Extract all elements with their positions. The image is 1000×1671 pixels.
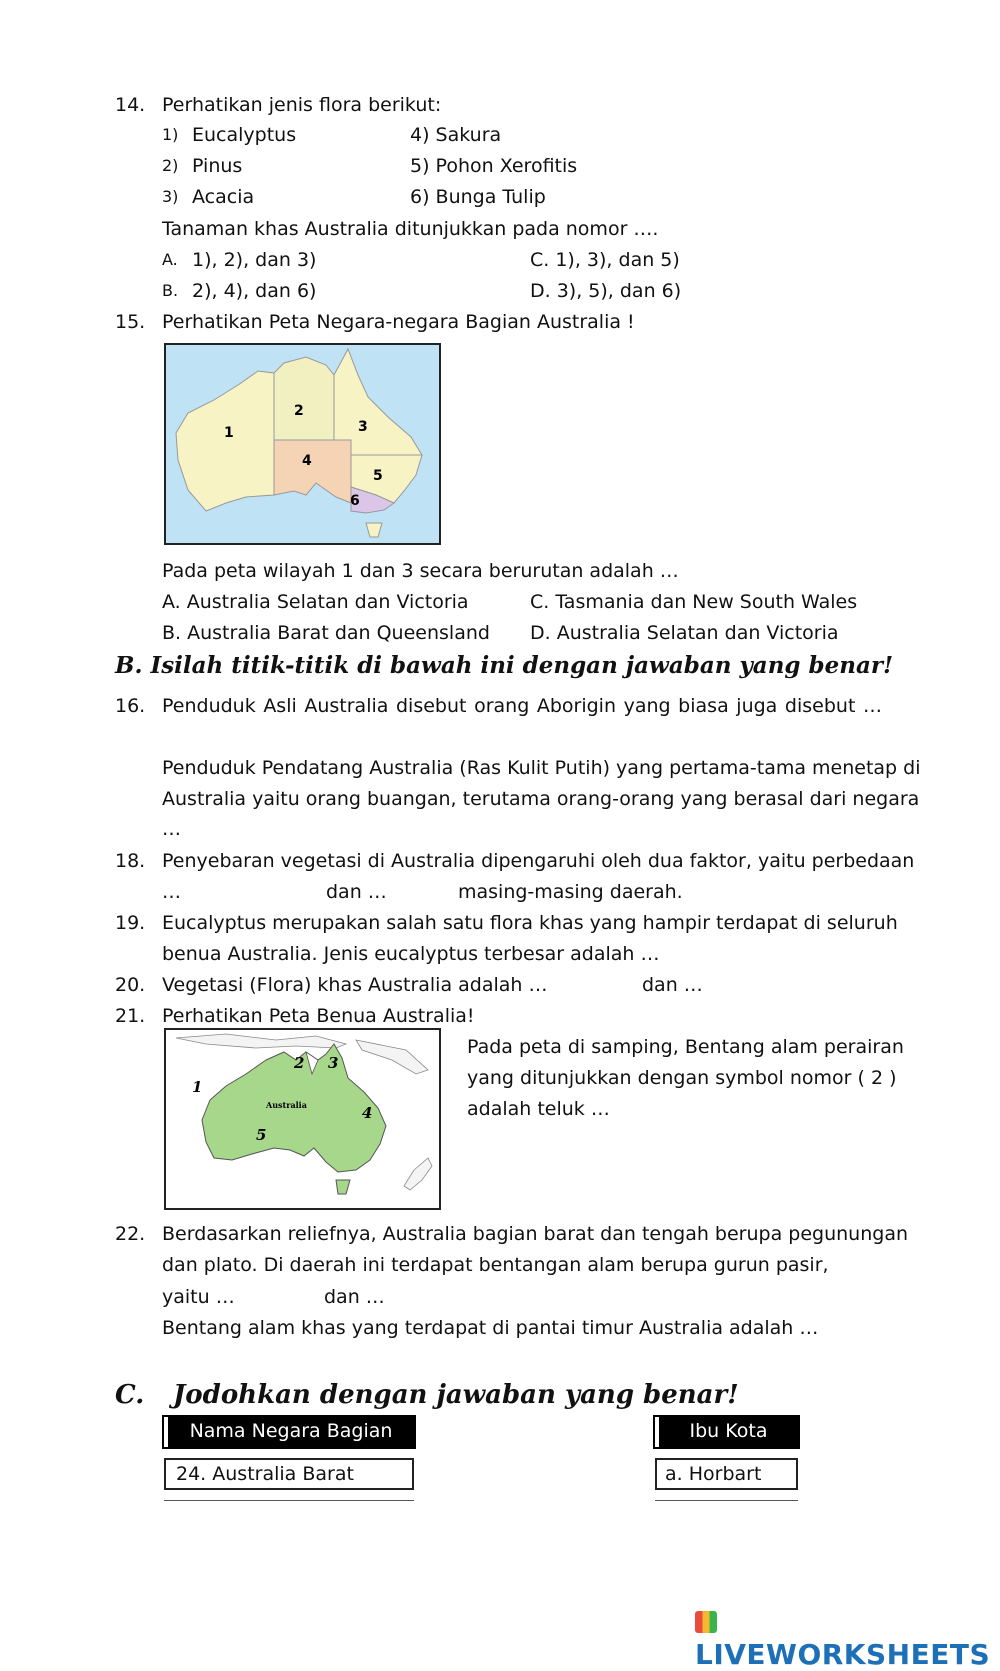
map15-label-4: 4: [302, 453, 312, 469]
map15-label-5: 5: [373, 468, 383, 484]
section-b-heading: B. Isilah titik-titik di bawah ini dengan jawaban yang benar!: [115, 652, 894, 679]
q15-number: 15.: [115, 311, 146, 333]
q21-side2: yang ditunjukkan dengan symbol nomor ( 2 ): [467, 1067, 897, 1089]
q14-opt-b[interactable]: 2), 4), dan 6): [192, 280, 317, 302]
table-right-rule: [655, 1500, 798, 1501]
q14-item2-num: 2): [162, 156, 179, 175]
q14-number: 14.: [115, 94, 146, 116]
q15-opt-a[interactable]: A. Australia Selatan dan Victoria: [162, 591, 469, 613]
q14-text: Perhatikan jenis flora berikut:: [162, 94, 442, 116]
q14-item6: 6) Bunga Tulip: [410, 186, 546, 208]
table-right-row[interactable]: a. Horbart: [655, 1458, 798, 1490]
australia-states-map-svg: [166, 345, 439, 543]
q17-line2: Australia yaitu orang buangan, terutama orang-orang yang berasal dari negara: [162, 788, 920, 810]
map21-title: Australia: [266, 1100, 307, 1110]
q19-line2[interactable]: benua Australia. Jenis eucalyptus terbesar adalah …: [162, 943, 660, 965]
map21-label-4: 4: [362, 1104, 373, 1122]
q15-opt-c[interactable]: C. Tasmania dan New South Wales: [530, 591, 858, 613]
q19-number: 19.: [115, 912, 146, 934]
map15-label-3: 3: [358, 419, 368, 435]
q22-dan[interactable]: dan …: [324, 1286, 385, 1308]
q21-side1: Pada peta di samping, Bentang alam perairan: [467, 1036, 904, 1058]
q18-rest: masing-masing daerah.: [458, 881, 683, 903]
australia-continent-map-svg: [166, 1030, 439, 1208]
q14-item2: Pinus: [192, 155, 243, 177]
table-left-header: Nama Negara Bagian: [164, 1417, 414, 1447]
q14-opt-d[interactable]: D. 3), 5), dan 6): [530, 280, 682, 302]
q15-question: Pada peta wilayah 1 dan 3 secara berurutan adalah …: [162, 560, 679, 582]
q18-line1: Penyebaran vegetasi di Australia dipengaruhi oleh dua faktor, yaitu perbedaan: [162, 850, 915, 872]
map21-label-3: 3: [328, 1054, 339, 1072]
q14-item3-num: 3): [162, 187, 179, 206]
q15-text: Perhatikan Peta Negara-negara Bagian Australia !: [162, 311, 635, 333]
section-c-heading: Jodohkan dengan jawaban yang benar!: [173, 1380, 739, 1410]
q21-number: 21.: [115, 1005, 146, 1027]
q17-line3: …: [162, 818, 181, 840]
q16-text: Penduduk Asli Australia disebut orang Aborigin yang biasa juga disebut …: [162, 695, 882, 717]
q22-line4[interactable]: Bentang alam khas yang terdapat di pantai timur Australia adalah …: [162, 1317, 819, 1339]
q22-number: 22.: [115, 1223, 146, 1245]
q18-blank[interactable]: …: [162, 881, 181, 903]
q14-item1: Eucalyptus: [192, 124, 297, 146]
q14-opt-c[interactable]: C. 1), 3), dan 5): [530, 249, 680, 271]
q14-item1-num: 1): [162, 125, 179, 144]
map15-label-1: 1: [224, 425, 234, 441]
section-c-letter: C.: [115, 1380, 145, 1410]
q14-item4: 4) Sakura: [410, 124, 502, 146]
liveworksheets-brand: LIVEWORKSHEETS: [695, 1638, 991, 1671]
liveworksheets-logo: [695, 1605, 1000, 1671]
q18-number: 18.: [115, 850, 146, 872]
map21-label-5: 5: [256, 1126, 267, 1144]
australia-states-map: [164, 343, 441, 545]
q15-opt-b[interactable]: B. Australia Barat dan Queensland: [162, 622, 490, 644]
map21-label-1: 1: [192, 1078, 203, 1096]
table-left-rule: [164, 1500, 414, 1501]
state-northern-territory: [274, 357, 334, 440]
q17-line1: Penduduk Pendatang Australia (Ras Kulit Putih) yang pertama-tama menetap di: [162, 757, 921, 779]
q18-dan[interactable]: dan …: [326, 881, 387, 903]
q15-opt-d[interactable]: D. Australia Selatan dan Victoria: [530, 622, 839, 644]
table-right-header: Ibu Kota: [655, 1417, 798, 1447]
q21-side3[interactable]: adalah teluk …: [467, 1098, 610, 1120]
q20-dan[interactable]: dan …: [642, 974, 703, 996]
q22-line2: dan plato. Di daerah ini terdapat bentangan alam berupa gurun pasir,: [162, 1254, 829, 1276]
q20-number: 20.: [115, 974, 146, 996]
map15-label-2: 2: [294, 403, 304, 419]
map21-label-2: 2: [294, 1054, 305, 1072]
q19-line1: Eucalyptus merupakan salah satu flora khas yang hampir terdapat di seluruh: [162, 912, 898, 934]
q14-item5: 5) Pohon Xerofitis: [410, 155, 578, 177]
map15-label-6: 6: [350, 493, 360, 509]
liveworksheets-logo-icon: [695, 1611, 717, 1633]
australia-continent-map: [164, 1028, 441, 1210]
q22-line1: Berdasarkan reliefnya, Australia bagian barat dan tengah berupa pegunungan: [162, 1223, 909, 1245]
q14-item3: Acacia: [192, 186, 255, 208]
q21-text: Perhatikan Peta Benua Australia!: [162, 1005, 475, 1027]
q20-text[interactable]: Vegetasi (Flora) khas Australia adalah …: [162, 974, 548, 996]
q14-opt-b-label: B.: [162, 281, 179, 300]
q22-yaitu[interactable]: yaitu …: [162, 1286, 235, 1308]
q14-question: Tanaman khas Australia ditunjukkan pada nomor ….: [162, 218, 659, 240]
q16-number: 16.: [115, 695, 146, 717]
table-left-row[interactable]: 24. Australia Barat: [164, 1458, 414, 1490]
q14-opt-a[interactable]: 1), 2), dan 3): [192, 249, 317, 271]
q14-opt-a-label: A.: [162, 250, 178, 269]
